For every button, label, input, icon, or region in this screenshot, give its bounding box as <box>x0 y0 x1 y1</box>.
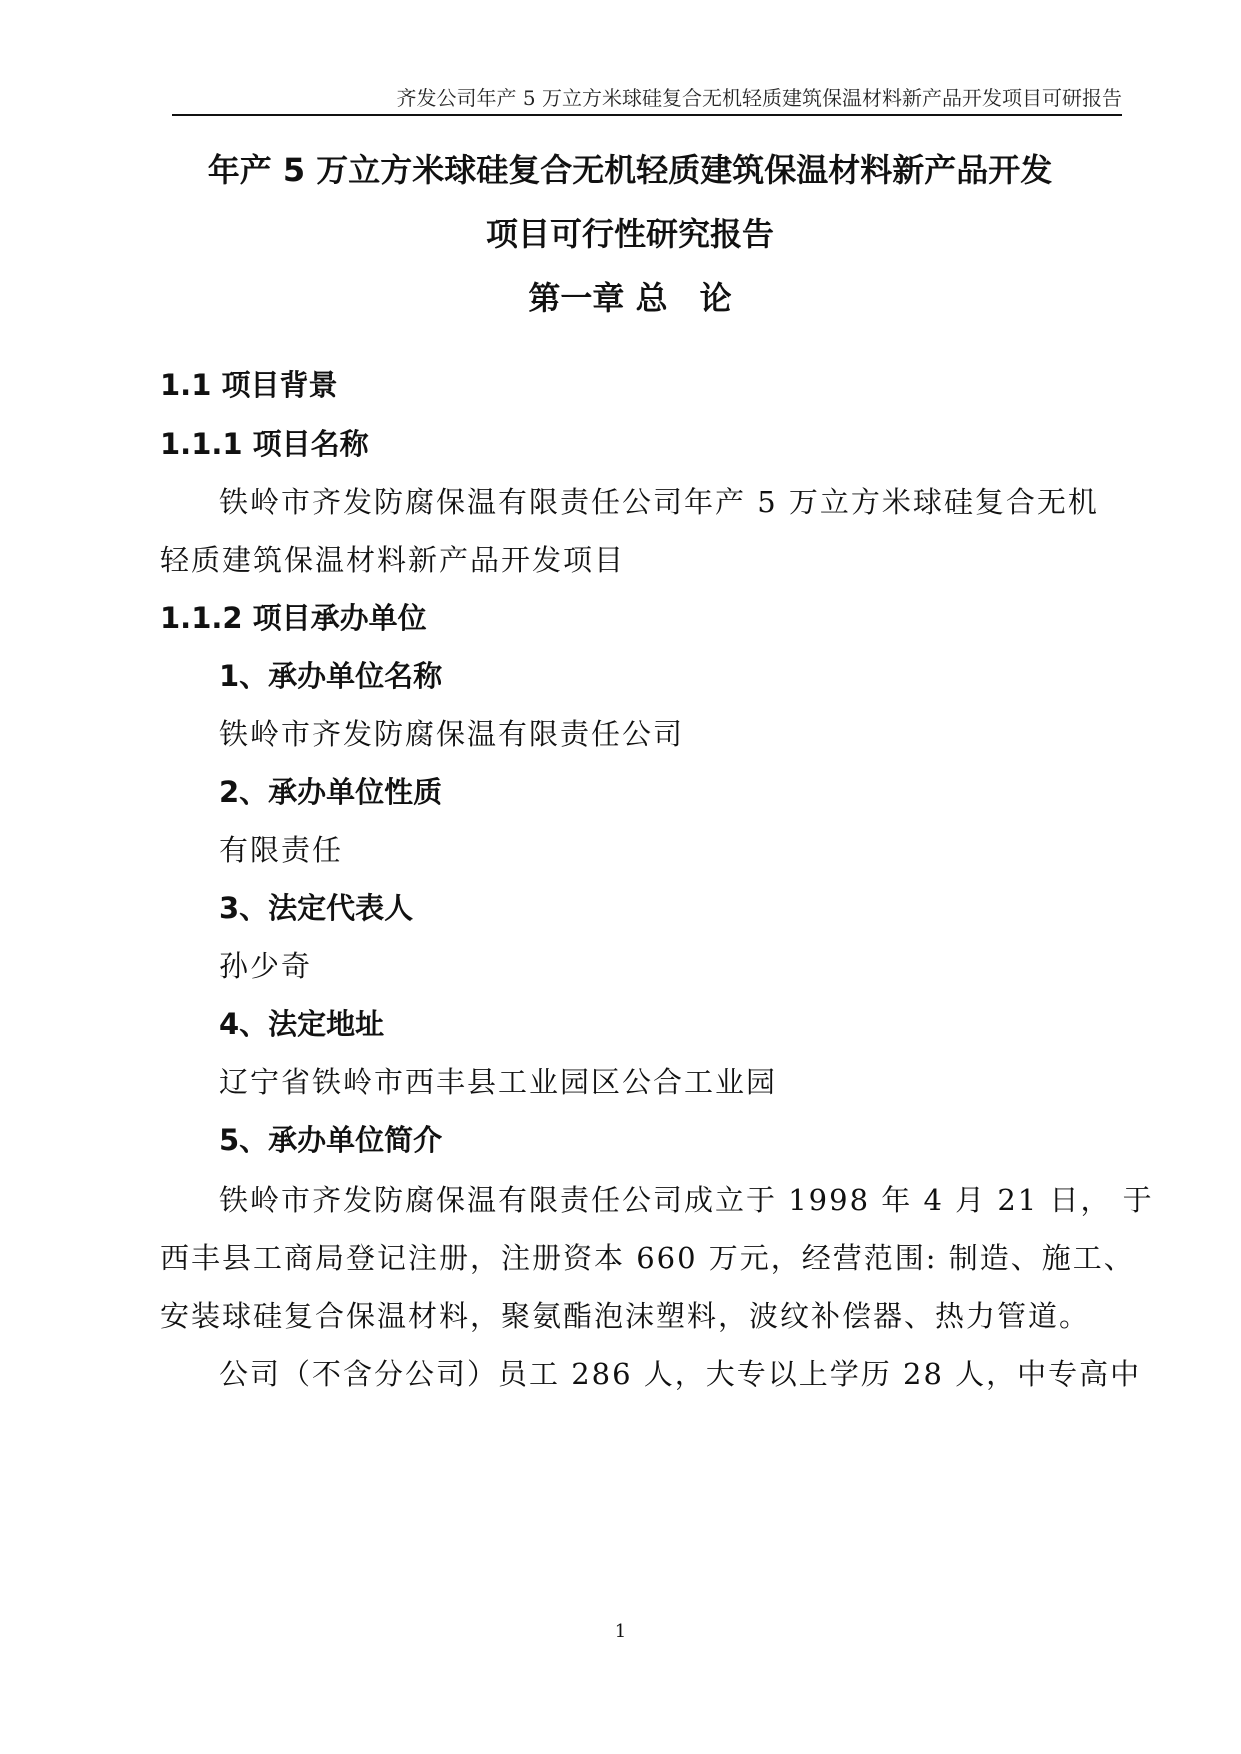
item-2-text: 有限责任 <box>219 833 344 867</box>
item-2-heading: 2、承办单位性质 <box>219 775 443 809</box>
item-1-heading: 1、承办单位名称 <box>219 659 443 693</box>
item-3-heading: 3、法定代表人 <box>219 891 414 925</box>
chapter-title: 第一章 总 论 <box>528 279 732 317</box>
page-number: 1 <box>614 1621 627 1642</box>
item-5-heading: 5、承办单位简介 <box>219 1123 443 1157</box>
intro-line-2: 西丰县工商局登记注册，注册资本 660 万元，经营范围: 制造、施工、 <box>160 1241 1135 1275</box>
section-heading-1-1-2: 1.1.2 项目承办单位 <box>160 601 427 635</box>
item-4-heading: 4、法定地址 <box>219 1007 385 1041</box>
header-rule <box>172 114 1122 116</box>
section-heading-1-1-1: 1.1.1 项目名称 <box>160 427 369 461</box>
report-title-line-2: 项目可行性研究报告 <box>485 215 774 253</box>
intro-line-3: 安装球硅复合保温材料，聚氨酯泡沫塑料，波纹补偿器、热力管道。 <box>160 1299 1091 1333</box>
section-heading-1-1: 1.1 项目背景 <box>160 368 338 402</box>
item-4-text: 辽宁省铁岭市西丰县工业园区公合工业园 <box>219 1065 778 1099</box>
intro-line-4: 公司（不含分公司）员工 286 人，大专以上学历 28 人，中专高中 <box>219 1357 1142 1391</box>
running-header: 齐发公司年产 5 万立方米球硅复合无机轻质建筑保温材料新产品开发项目可研报告 <box>396 86 1122 110</box>
item-1-text: 铁岭市齐发防腐保温有限责任公司 <box>219 717 685 751</box>
project-name-line-2: 轻质建筑保温材料新产品开发项目 <box>160 543 626 577</box>
intro-line-1: 铁岭市齐发防腐保温有限责任公司成立于 1998 年 4 月 21 日， 于 <box>219 1183 1154 1217</box>
report-title-line-1: 年产 5 万立方米球硅复合无机轻质建筑保温材料新产品开发 <box>207 151 1053 189</box>
project-name-line-1: 铁岭市齐发防腐保温有限责任公司年产 5 万立方米球硅复合无机 <box>219 485 1099 519</box>
item-3-text: 孙少奇 <box>219 949 313 983</box>
